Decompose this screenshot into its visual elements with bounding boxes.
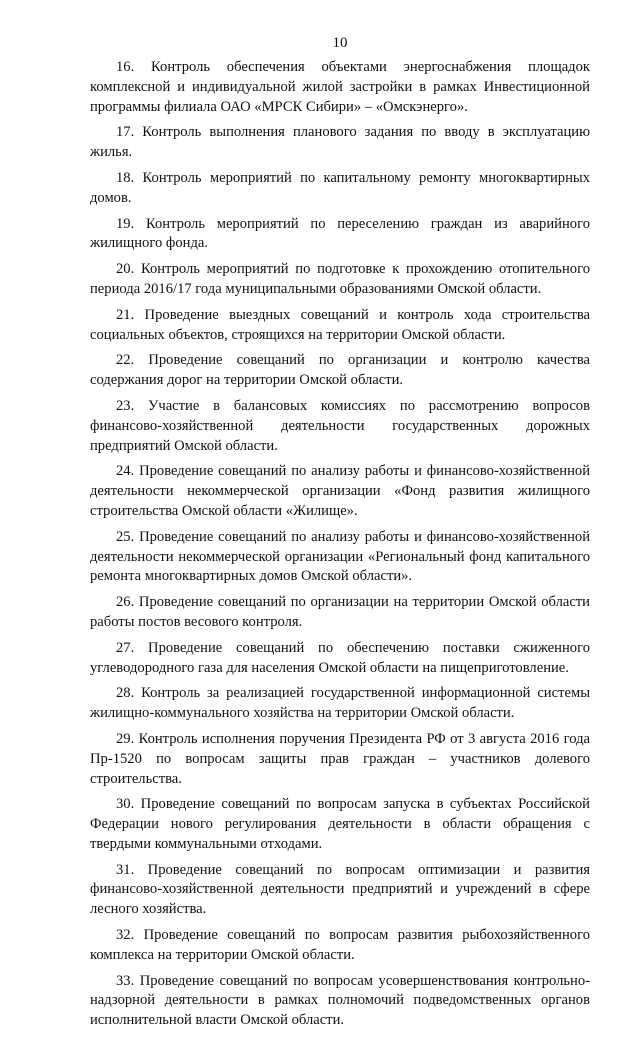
list-item: 20. Контроль мероприятий по подготовке к прохождению отопительного периода 2016/17 года муниципальными образованиями Омской области.	[90, 261, 590, 297]
list-item: 29. Контроль исполнения поручения Президента РФ от 3 августа 2016 года Пр-1520 по вопросам защиты прав граждан – участников долевого строительства.	[90, 730, 590, 787]
list-item: 23. Участие в балансовых комиссиях по рассмотрению вопросов финансово-хозяйственной деятельности государственных дорожных предприятий Омской области.	[90, 397, 590, 454]
list-item: 25. Проведение совещаний по анализу работы и финансово-хозяйственной деятельности некоммерческой организации «Региональный фонд капитального ремонта многоквартирных домов Омской области».	[90, 528, 590, 585]
list-item: 27. Проведение совещаний по обеспечению поставки сжиженного углеводородного газа для населения Омской области на пищеприготовление.	[90, 639, 590, 676]
list-item: 31. Проведение совещаний по вопросам оптимизации и развития финансово-хозяйственной деятельности предприятий и учреждений в сфере лесного хозяйства.	[90, 861, 590, 918]
list-item: 24. Проведение совещаний по анализу работы и финансово-хозяйственной деятельности некоммерческой организации «Фонд развития жилищного строительства Омской области «Жилище».	[90, 463, 590, 519]
list-item: 30. Проведение совещаний по вопросам запуска в субъектах Российской Федерации нового регулирования деятельности в области обращения с твердыми коммунальными отходами.	[90, 796, 590, 852]
list-item: 17. Контроль выполнения планового задания по вводу в эксплуатацию жилья.	[90, 124, 590, 161]
page-number: 10	[332, 35, 348, 51]
list-item: 18. Контроль мероприятий по капитальному ремонту многоквартирных домов.	[90, 169, 590, 206]
list-item: 33. Проведение совещаний по вопросам усовершенствования контрольно-надзорной деятельности в рамках полномочий подведомственных органов исполнительной власти Омской области.	[90, 972, 590, 1029]
item-list	[90, 58, 590, 1031]
list-item: 32. Проведение совещаний по вопросам развития рыбохозяйственного комплекса на территории Омской области.	[90, 927, 590, 963]
list-item: 28. Контроль за реализацией государственной информационной системы жилищно-коммунального хозяйства на территории Омской области.	[90, 685, 590, 722]
list-item: 22. Проведение совещаний по организации и контролю качества содержания дорог на территории Омской области.	[90, 352, 590, 389]
document-page	[90, 34, 590, 1037]
list-item: 26. Проведение совещаний по организации на территории Омской области работы постов весового контроля.	[90, 594, 590, 630]
list-item: 16. Контроль обеспечения объектами энергоснабжения площадок комплексной и индивидуальной жилой застройки в рамках Инвестиционной программы филиала ОАО «МРСК Сибири» – «Омскэнерго».	[90, 59, 590, 115]
list-item: 21. Проведение выездных совещаний и контроль хода строительства социальных объектов, строящихся на территории Омской области.	[90, 306, 590, 343]
list-item: 19. Контроль мероприятий по переселению граждан из аварийного жилищного фонда.	[90, 215, 590, 252]
